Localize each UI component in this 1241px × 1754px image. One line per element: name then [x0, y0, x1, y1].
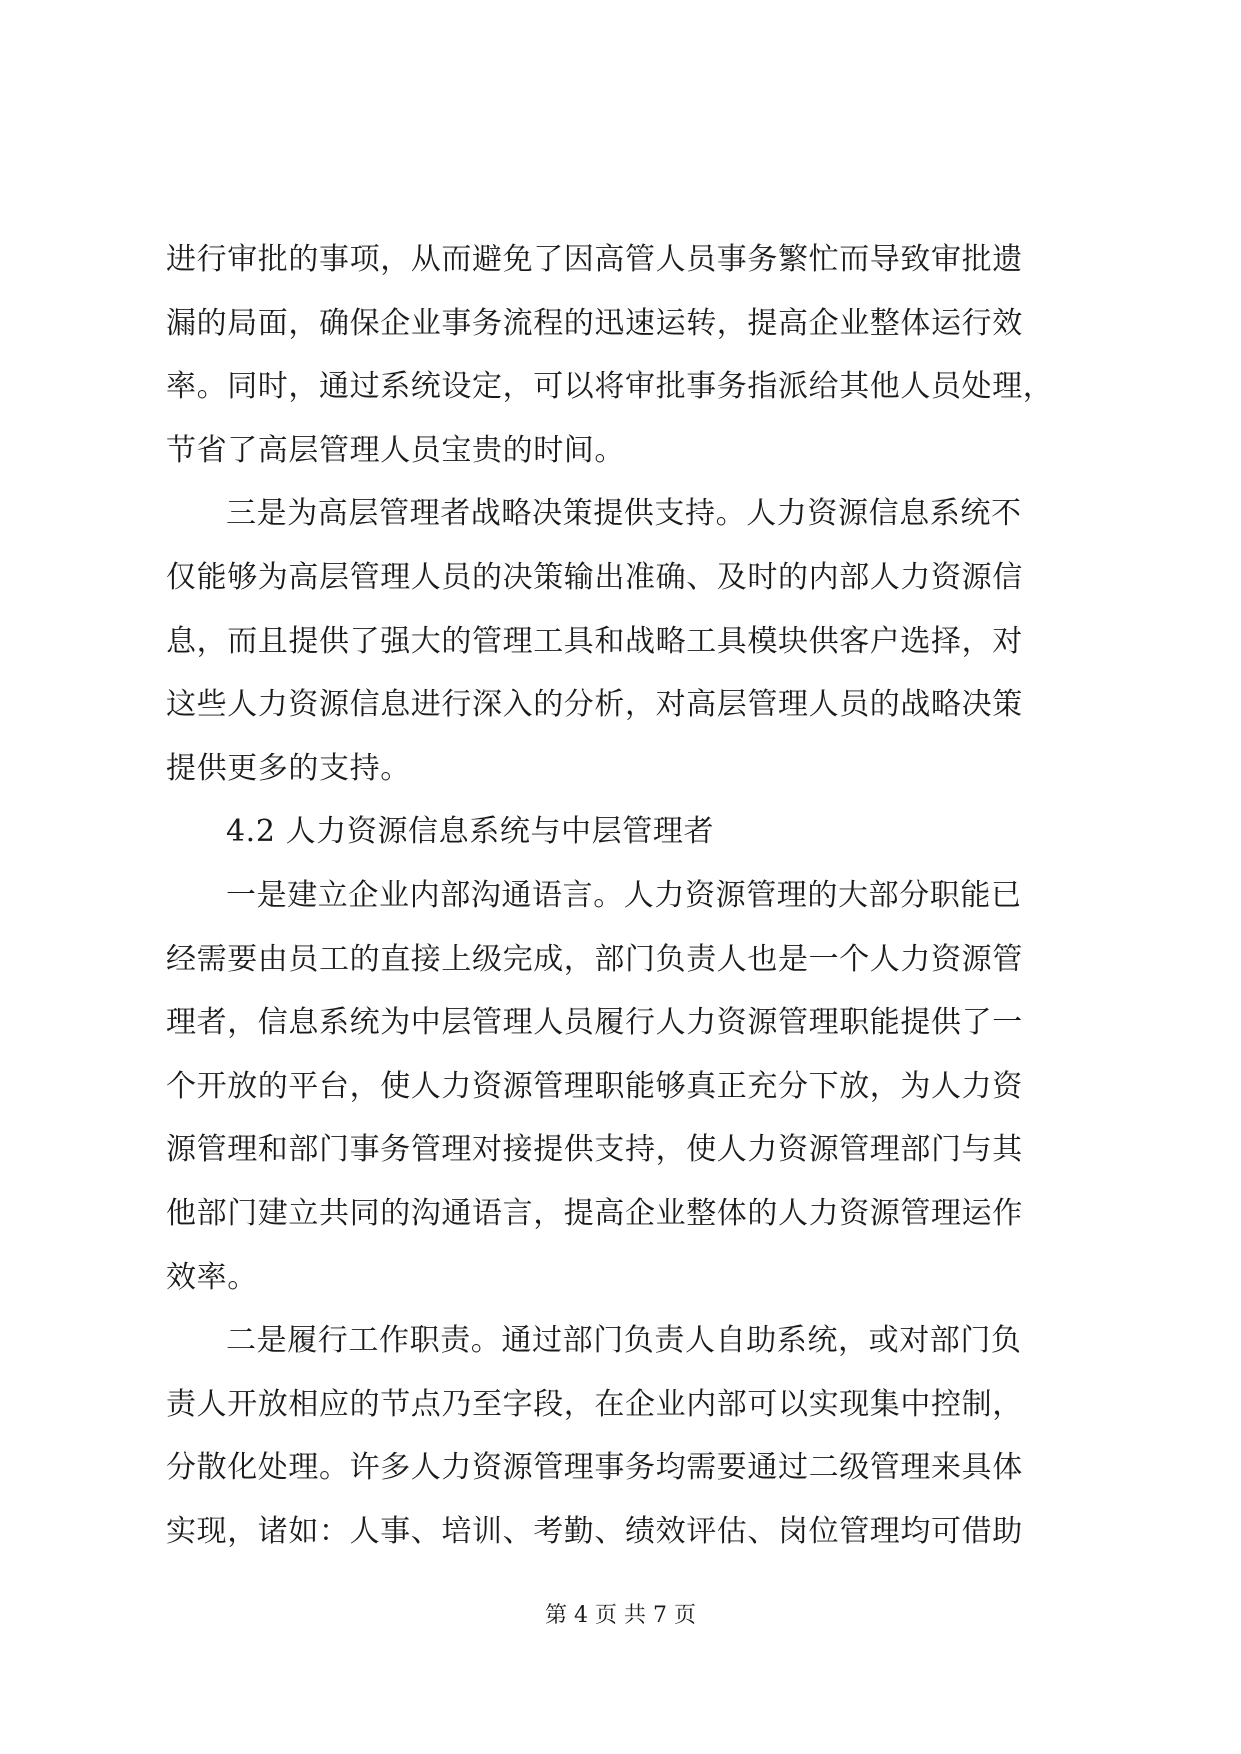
text-line: 率。同时，通过系统设定，可以将审批事务指派给其他人员处理， — [166, 369, 1054, 405]
text-line: 他部门建立共同的沟通语言，提高企业整体的人力资源管理运作 — [166, 1195, 1023, 1231]
body-text — [166, 228, 1091, 1563]
text-line: 个开放的平台，使人力资源管理职能够真正充分下放，为人力资 — [166, 1068, 1023, 1104]
text-line: 三是为高层管理者战略决策提供支持。人力资源信息系统不 — [226, 496, 1022, 532]
text-line: 提供更多的支持。 — [166, 750, 411, 786]
text-line: 节省了高层管理人员宝贵的时间。 — [166, 432, 625, 468]
text-line: 分散化处理。许多人力资源管理事务均需要通过二级管理来具体 — [166, 1450, 1023, 1486]
text-line: 进行审批的事项，从而避免了因高管人员事务繁忙而导致审批遗 — [166, 242, 1023, 277]
text-line: 漏的局面，确保企业事务流程的迅速运转，提高企业整体运行效 — [166, 305, 1023, 341]
page-footer: 第 4 页 共 7 页 — [545, 1603, 696, 1628]
text-line: 仅能够为高层管理人员的决策输出准确、及时的内部人力资源信 — [166, 559, 1023, 595]
text-line: 源管理和部门事务管理对接提供支持，使人力资源管理部门与其 — [166, 1132, 1023, 1168]
text-line: 效率。 — [166, 1259, 258, 1295]
text-line: 4.2 人力资源信息系统与中层管理者 — [226, 814, 715, 850]
text-line: 一是建立企业内部沟通语言。人力资源管理的大部分职能已 — [226, 877, 1022, 913]
text-line: 息，而且提供了强大的管理工具和战略工具模块供客户选择，对 — [166, 623, 1023, 659]
text-line: 这些人力资源信息进行深入的分析，对高层管理人员的战略决策 — [166, 687, 1023, 723]
text-line: 实现，诸如：人事、培训、考勤、绩效评估、岗位管理均可借助 — [166, 1513, 1023, 1549]
text-line: 二是履行工作职责。通过部门负责人自助系统，或对部门负 — [226, 1323, 1022, 1359]
text-line: 经需要由员工的直接上级完成，部门负责人也是一个人力资源管 — [166, 941, 1023, 977]
text-line: 理者，信息系统为中层管理人员履行人力资源管理职能提供了一 — [166, 1005, 1023, 1041]
text-line: 责人开放相应的节点乃至字段，在企业内部可以实现集中控制， — [166, 1386, 1023, 1422]
